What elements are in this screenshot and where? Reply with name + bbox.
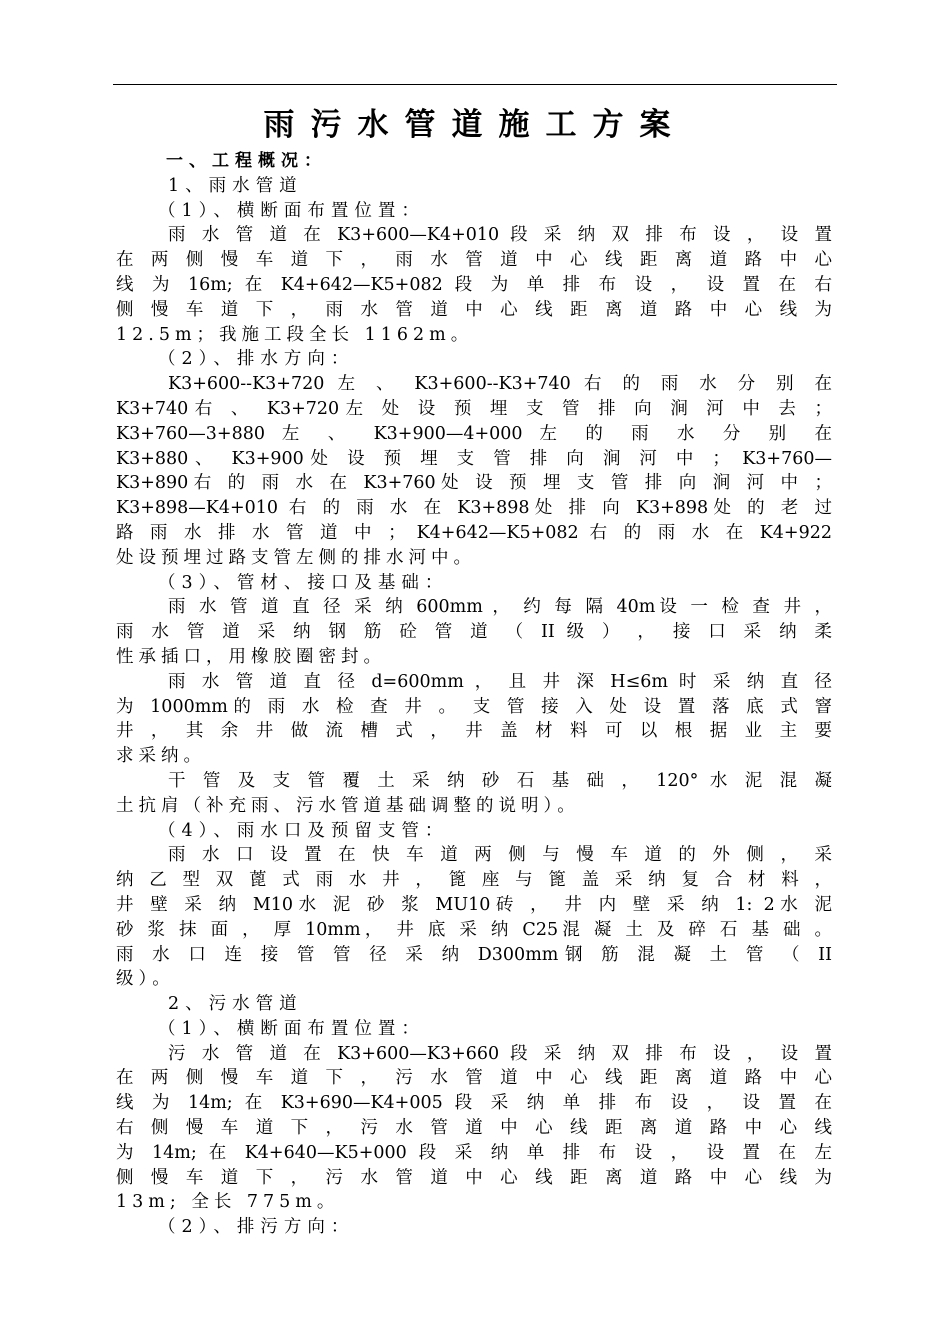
text-line: 2、污水管道: [168, 994, 303, 1015]
text-line: （2）、排污方向：: [158, 1217, 355, 1238]
text-line: K3+898—K4+010 右 的 雨 水 在 K3+898处 排 向 K3+898处 的 老 过: [116, 498, 832, 519]
text-line: 雨 水 口 设 置 在 快 车 道 两 侧 与 慢 车 道 的 外 侧 ， 采: [168, 845, 832, 866]
text-line: 为 1000mm的 雨 水 检 查 井 。 支 管 接 入 处 设 置 落 底 式 窨: [116, 696, 832, 717]
text-line: 雨 水 口 连 接 管 管 径 采 纳 D300mm钢 筋 混 凝 土 管 （ II: [116, 944, 832, 965]
text-line: 井 壁 采 纳 M10水 泥 砂 浆 MU10砖 ， 井 内 壁 采 纳 1: 2水 泥: [116, 894, 832, 915]
text-line: 井 ， 其 余 井 做 流 槽 式 ， 井 盖 材 料 可 以 根 据 业 主 要: [116, 721, 832, 742]
text-line: 一、工程概况：: [166, 151, 327, 171]
text-line: （3）、管材、接口及基础：: [158, 572, 449, 593]
text-line: 为 14m; 在 K4+640—K5+000 段 采 纳 单 排 布 设 ， 设 置 在 左: [116, 1142, 832, 1163]
text-line: 线 为 14m; 在 K3+690—K4+005 段 采 纳 单 排 布 设 ， 设 置 在: [116, 1093, 832, 1114]
text-line: K3+880、 K3+900处 设 预 埋 支 管 排 向 涧 河 中 ； K3+760—: [116, 448, 832, 469]
text-line: 雨 水 管 道 在 K3+600—K4+010 段 采 纳 双 排 布 设 ， 设 置: [168, 225, 832, 246]
text-line: 雨 水 管 道 采 纳 钢 筋 砼 管 道 （ II 级 ） ， 接 口 采 纳 柔: [116, 622, 832, 643]
text-line: 线 为 16m; 在 K4+642—K5+082 段 为 单 排 布 设 ， 设 置 在 右: [116, 274, 832, 295]
text-line: 雨 水 管 道 直 径 d=600mm ， 且 井 深 H≤6m 时 采 纳 直 径: [168, 671, 832, 692]
text-line: 性承插口，用橡胶圈密封。: [116, 646, 386, 667]
text-line: 纳 乙 型 双 蓖 式 雨 水 井 ， 篦 座 与 篦 盖 采 纳 复 合 材 料 ，: [116, 870, 832, 891]
text-line: K3+600--K3+720 左 、 K3+600--K3+740 右 的 雨 水 分 别 在: [168, 374, 832, 395]
text-line: 12.5m；我施工段全长 1162m。: [116, 324, 474, 345]
text-line: 土抗肩（补充雨、污水管道基础调整的说明）。: [116, 795, 580, 816]
text-line: 级）。: [116, 969, 175, 990]
text-line: 污 水 管 道 在 K3+600—K3+660 段 采 纳 双 排 布 设 ， 设 置: [168, 1043, 832, 1064]
text-line: K3+760—3+880 左 、 K3+900—4+000 左 的 雨 水 分 别 在: [116, 423, 832, 444]
text-line: （4）、雨水口及预留支管：: [158, 820, 449, 841]
text-line: （2）、排水方向：: [158, 349, 355, 370]
text-line: 处设预埋过路支管左侧的排水河中。: [116, 547, 476, 568]
text-line: 13m; 全长 775m。: [116, 1192, 340, 1213]
text-line: 在 两 侧 慢 车 道 下 ， 污 水 管 道 中 心 线 距 离 道 路 中 心: [116, 1068, 832, 1089]
text-line: （1）、横断面布置位置：: [158, 200, 425, 221]
text-line: （1）、横断面布置位置：: [158, 1018, 425, 1039]
text-line: 砂 浆 抹 面 ， 厚 10mm， 井 底 采 纳 C25混 凝 土 及 碎 石 基 础 。: [116, 919, 832, 940]
text-line: 干 管 及 支 管 覆 土 采 纳 砂 石 基 础 ， 120° 水 泥 混 凝: [168, 770, 832, 791]
header-rule: [113, 84, 837, 85]
text-line: 侧 慢 车 道 下 ， 雨 水 管 道 中 心 线 距 离 道 路 中 心 线 为: [116, 299, 832, 320]
text-line: 求采纳。: [116, 746, 206, 767]
text-line: 侧 慢 车 道 下 ， 污 水 管 道 中 心 线 距 离 道 路 中 心 线 为: [116, 1167, 832, 1188]
document-body: [116, 149, 832, 1240]
text-line: 雨 水 管 道 直 径 采 纳 600mm ， 约 每 隔 40m设 一 检 查 井 ，: [168, 597, 832, 618]
text-line: 路 雨 水 排 水 管 道 中 ； K4+642—K5+082 右 的 雨 水 在 K4+922: [116, 522, 832, 543]
text-line: K3+890右 的 雨 水 在 K3+760处 设 预 埋 支 管 排 向 涧 河 中 ；: [116, 473, 832, 494]
text-line: 在 两 侧 慢 车 道 下 ， 雨 水 管 道 中 心 线 距 离 道 路 中 心: [116, 250, 832, 271]
text-line: K3+740右 、 K3+720左 处 设 预 埋 支 管 排 向 涧 河 中 去 ；: [116, 398, 832, 419]
text-line: 1、雨水管道: [168, 175, 303, 196]
document-title: 雨污水管道施工方案: [263, 107, 687, 143]
text-line: 右 侧 慢 车 道 下 ， 污 水 管 道 中 心 线 距 离 道 路 中 心 线: [116, 1118, 832, 1139]
